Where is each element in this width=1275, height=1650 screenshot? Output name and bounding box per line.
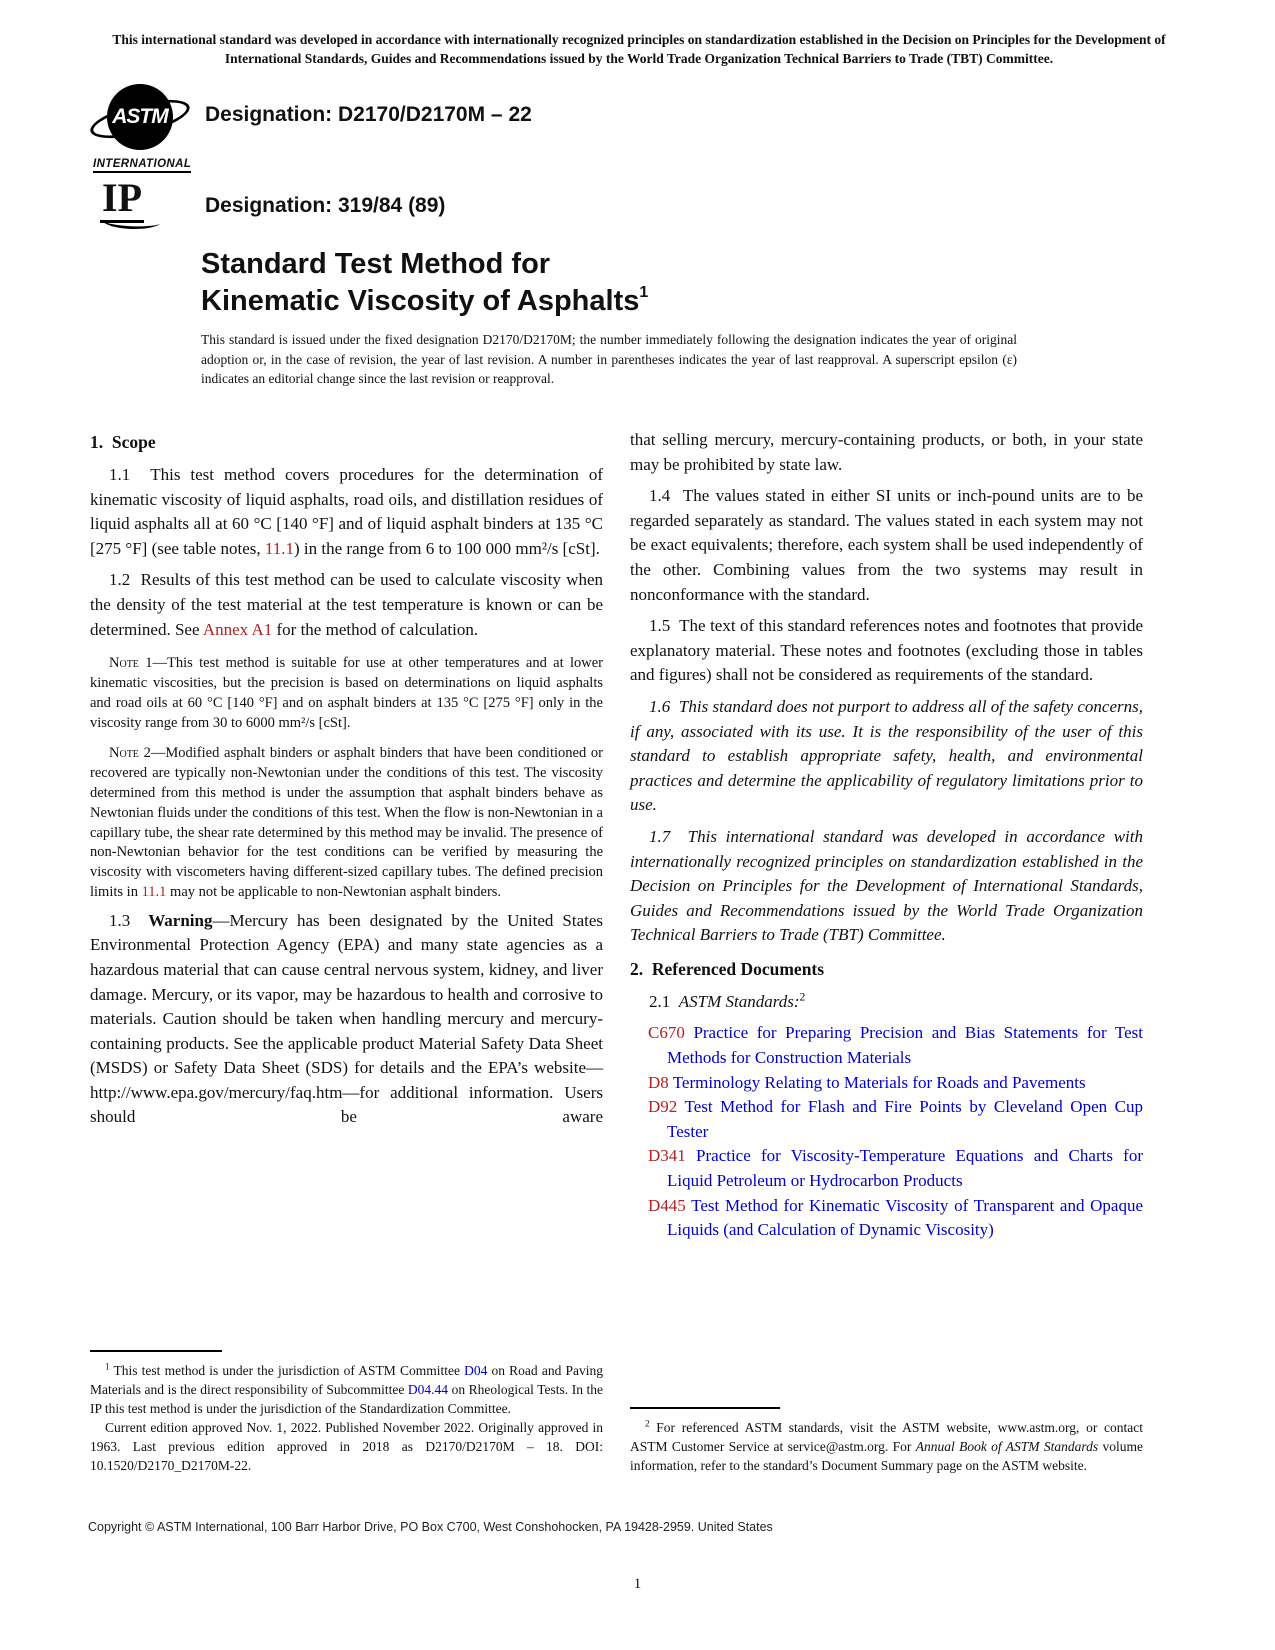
astm-logo-text: ASTM bbox=[112, 105, 168, 128]
page-number: 1 bbox=[633, 1576, 642, 1592]
paragraph-1-6-number: 1.6 bbox=[649, 696, 679, 716]
link-d8[interactable]: D8 bbox=[648, 1072, 669, 1092]
ip-logo-text: IP bbox=[100, 175, 144, 223]
note-2-label: Note 2— bbox=[109, 745, 166, 762]
reference-d341-title[interactable] bbox=[667, 1146, 1143, 1190]
footnote-1-text-3: on Rheological Tests. In the IP this test method is under the jurisdiction of the Standardization Committee. bbox=[90, 1382, 604, 1416]
reference-c670-title[interactable] bbox=[667, 1023, 1143, 1067]
reference-d445-title[interactable] bbox=[667, 1196, 1143, 1240]
paragraph-1-6-text: This standard does not purport to address all of the safety concerns, if any, associated with its use. It is the responsibility of the user of this standard to establish appropriate safety, health, and environmental practices and determine the applicability of regulatory limitations prior to use. bbox=[630, 696, 1144, 815]
paragraph-1-3-continued: that selling mercury, mercury-containing products, or both, in your state may be prohibited by state law. bbox=[630, 430, 1143, 474]
paragraph-1-2-text-end: for the method of calculation. bbox=[272, 619, 479, 639]
link-d341[interactable]: D341 bbox=[648, 1146, 686, 1166]
footnote-rule-right bbox=[630, 1407, 780, 1409]
reference-c670 bbox=[630, 1021, 1143, 1070]
footnote-2-text: For referenced ASTM standards, visit the ASTM website, www.astm.org, or contact ASTM Customer Service at service@astm.org. For bbox=[630, 1420, 1143, 1454]
reference-d341 bbox=[630, 1144, 1143, 1193]
reference-d92-title-text: Test Method for Flash and Fire Points by Cleveland Open Cup Tester bbox=[667, 1097, 1143, 1141]
note-1 bbox=[90, 654, 603, 733]
paragraph-2-1-number: 2.1 bbox=[649, 991, 679, 1011]
note-2-text: Modified asphalt binders or asphalt binders that have been conditioned or recovered are typically non-Newtonian under the conditions of this test. The viscosity determined from this method is under the assumption that asphalt binders behave as Newtonian fluids under the conditions of this test. When the flow is non-Newtonian in a capillary tube, the shear rate determined by this method may be invalid. The presence of non-Newtonian behavior for the test conditions can be verified by measuring the viscosity with viscometers having different-sized capillary tubes. The defined precision limits in bbox=[90, 745, 603, 900]
link-annex-a1[interactable]: Annex A1 bbox=[202, 619, 273, 639]
footnote-1-edition: Current edition approved Nov. 1, 2022. Published November 2022. Originally approved in 1963. Last previous edition approved in 2018 as D2170/D2170M – 18. DOI: 10.1520/D2170_D2170M-22. bbox=[90, 1420, 603, 1473]
reference-d92 bbox=[630, 1095, 1143, 1144]
left-column bbox=[90, 428, 603, 1475]
title-footnote-ref[interactable]: 1 bbox=[639, 284, 649, 301]
note-1-label: Note 1— bbox=[109, 655, 167, 672]
copyright-footer: Copyright © ASTM International, 100 Barr Harbor Drive, PO Box C700, West Conshohocken, PA 19428-2959. United States bbox=[88, 1520, 773, 1534]
paragraph-1-2-text: 1.2 Results of this test method can be used to calculate viscosity when the density of the test material at the test temperature is known or can be determined. See bbox=[90, 570, 603, 639]
footnote-2 bbox=[630, 1418, 1143, 1475]
footnote-1-block bbox=[90, 1350, 603, 1475]
tbt-disclaimer: This international standard was developed in accordance with internationally recognized principles on standardization established in the Decision on Principles for the Development of International Standards, Guides and Recommendations issued by the World Trade Organization Technical Barriers to Trade (TBT) Committee. bbox=[112, 32, 1166, 66]
paragraph-1-3-text: —Mercury has been designated by the United States Environmental Protection Agency (EPA) and many state agencies as a hazardous material that can cause central nervous system, kidney, and liver damage. Mercury, or its vapor, may be hazardous to health and corrosive to materials. Caution should be taken when handling mercury and mercury-containing products. See the applicable product Material Safety Data Sheet (MSDS) or Safety Data Sheet (SDS) for details and the EPA’s website—http://www.epa.gov/mercury/faq.htm—for additional information. Users should be aware bbox=[90, 910, 604, 1127]
warning-label: Warning bbox=[148, 910, 213, 930]
note-1-text: This test method is suitable for use at other temperatures and at lower kinematic viscosities, but the precision is based on determinations on liquid asphalts and road oils at 60 °C [140 °F] and on asphalt binders at 135 °C [275 °F] only in the viscosity range from 30 to 6000 mm²/s [cSt]. bbox=[90, 655, 603, 731]
note-2-text-end: may not be applicable to non-Newtonian asphalt binders. bbox=[166, 883, 502, 900]
paragraph-1-3-number: 1.3 bbox=[109, 910, 149, 930]
paragraph-1-7-text: This international standard was developed in accordance with internationally recognized principles on standardization established in the Decision on Principles for the Development of International Standards, Guides and Recommendations issued by the World Trade Organization Technical Barriers to Trade (TBT) Committee. bbox=[630, 826, 1143, 945]
link-11-1-note2[interactable]: 11.1 bbox=[141, 883, 167, 900]
link-11-1[interactable]: 11.1 bbox=[264, 538, 294, 558]
paragraph-1-7-number: 1.7 bbox=[649, 826, 688, 846]
right-column bbox=[630, 428, 1143, 1475]
footnote-1-text: This test method is under the jurisdiction of ASTM Committee bbox=[109, 1363, 465, 1378]
astm-designation: Designation: D2170/D2170M – 22 bbox=[205, 103, 532, 126]
ip-designation: Designation: 319/84 (89) bbox=[205, 194, 446, 217]
paragraph-1-1 bbox=[90, 463, 603, 561]
link-d04[interactable]: D04 bbox=[464, 1363, 488, 1378]
link-c670[interactable]: C670 bbox=[648, 1023, 685, 1043]
document-title bbox=[201, 246, 648, 320]
paragraph-1-3 bbox=[90, 909, 603, 1130]
footnote-1-text-2: on Road and Paving Materials and is the direct responsibility of Subcommittee bbox=[90, 1363, 603, 1397]
section-2-heading: 2. Referenced Documents bbox=[630, 958, 825, 979]
ip-logo-icon bbox=[100, 175, 170, 231]
paragraph-1-5: 1.5 The text of this standard references notes and footnotes that provide explanatory material. These notes and footnotes (excluding those in tables and figures) shall not be considered as requirements of the standard. bbox=[630, 616, 1143, 685]
paragraph-1-6 bbox=[630, 695, 1143, 818]
link-d04-44[interactable]: D04.44 bbox=[407, 1382, 449, 1397]
link-d445[interactable]: D445 bbox=[648, 1195, 686, 1215]
title-line-1: Standard Test Method for bbox=[201, 248, 551, 280]
body-columns bbox=[90, 428, 1143, 1475]
reference-d92-title[interactable] bbox=[667, 1097, 1143, 1141]
paragraph-2-1-text: ASTM Standards: bbox=[678, 991, 800, 1011]
footnote-2-block bbox=[630, 1403, 1143, 1475]
reference-d341-title-text: Practice for Viscosity-Temperature Equations and Charts for Liquid Petroleum or Hydrocarbon Products bbox=[667, 1146, 1144, 1191]
paragraph-1-2 bbox=[90, 568, 603, 642]
issue-note: This standard is issued under the fixed designation D2170/D2170M; the number immediately following the designation indicates the year of original adoption or, in the case of revision, the year of last revision. A number in parentheses indicates the year of last reapproval. A superscript epsilon (ε) indicates an editorial change since the last revision or reapproval. bbox=[201, 332, 1017, 386]
footnote-1 bbox=[90, 1361, 603, 1418]
link-d92[interactable]: D92 bbox=[648, 1097, 678, 1117]
reference-d8 bbox=[630, 1071, 1143, 1096]
astm-globe-icon bbox=[93, 84, 189, 154]
paragraph-1-7 bbox=[630, 825, 1143, 948]
title-line-2 bbox=[201, 283, 648, 320]
paragraph-2-1-footnote-ref[interactable]: 2 bbox=[799, 990, 806, 1004]
footnote-rule-left bbox=[90, 1350, 222, 1352]
paragraph-1-1-text-end: ) in the range from 6 to 100 000 mm²/s [cSt]. bbox=[294, 538, 600, 558]
title-line-2-text: Kinematic Viscosity of Asphalts bbox=[201, 285, 640, 317]
paragraph-2-1 bbox=[630, 990, 1143, 1015]
reference-d445-title-text: Test Method for Kinematic Viscosity of Transparent and Opaque Liquids (and Calculation of Dynamic Viscosity) bbox=[667, 1195, 1143, 1240]
footnote-2-marker: 2 bbox=[645, 1418, 650, 1429]
paragraph-1-1-text: 1.1 This test method covers procedures for the determination of kinematic viscosity of liquid asphalts, road oils, and distillation residues of liquid asphalts all at 60 °C [140 °F] and of liquid asphalt binders at 135 °C [275 °F] (see table notes, bbox=[90, 465, 603, 558]
reference-d445 bbox=[630, 1194, 1143, 1243]
section-1-heading: 1. Scope bbox=[90, 432, 156, 452]
paragraph-1-4: 1.4 The values stated in either SI units or inch-pound units are to be regarded separately as standard. The values stated in each system may not be exact equivalents; therefore, each system shall be used independently of the other. Combining values from the two systems may result in nonconformance with the standard. bbox=[630, 486, 1143, 604]
footnote-2-text-2: volume information, refer to the standard’s Document Summary page on the ASTM website. bbox=[630, 1439, 1144, 1473]
footnote-1-marker: 1 bbox=[105, 1361, 110, 1372]
note-2 bbox=[90, 744, 603, 902]
astm-logo-icon bbox=[93, 84, 193, 173]
astm-international-label: INTERNATIONAL bbox=[93, 158, 191, 173]
reference-d8-title-text: Terminology Relating to Materials for Roads and Pavements bbox=[672, 1072, 1086, 1092]
footnote-2-book-title: Annual Book of ASTM Standards bbox=[915, 1439, 1099, 1454]
reference-d8-title[interactable] bbox=[669, 1073, 1086, 1092]
reference-c670-title-text: Practice for Preparing Precision and Bias Statements for Test Methods for Construction Materials bbox=[667, 1023, 1144, 1068]
